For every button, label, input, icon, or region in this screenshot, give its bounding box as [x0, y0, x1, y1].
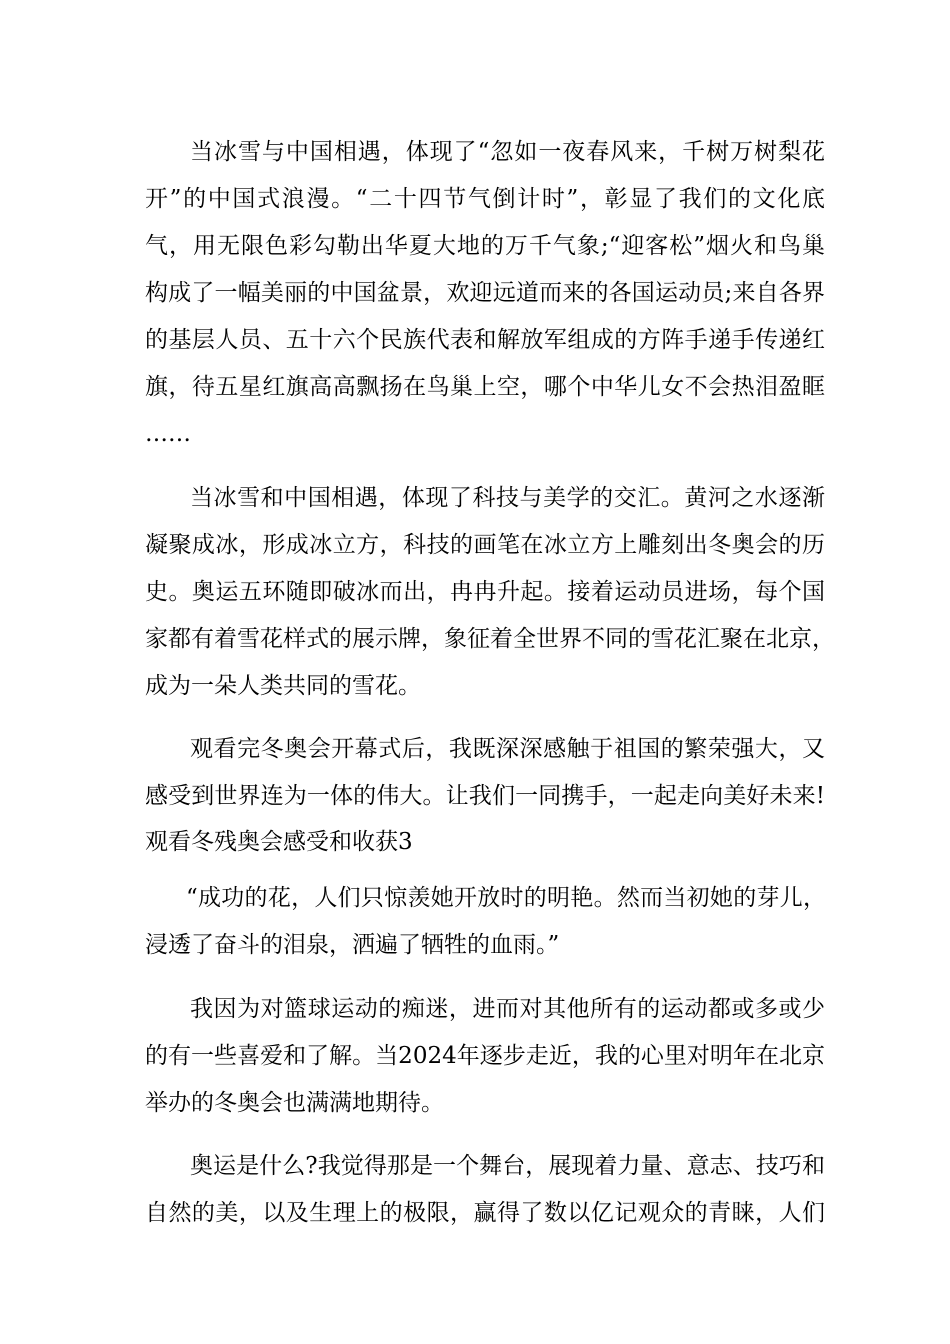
text-line: 当冰雪和中国相遇，体现了科技与美学的交汇。黄河之水逐渐	[190, 485, 825, 511]
text-line: 浸透了奋斗的泪泉，洒遍了牺牲的血雨。”	[145, 932, 560, 958]
text-line: 构成了一幅美丽的中国盆景，欢迎远道而来的各国运动员;来自各界	[145, 280, 825, 306]
text-line: 开”的中国式浪漫。“二十四节气倒计时”，彰显了我们的文化底	[145, 186, 825, 212]
text-line: 奥运是什么?我觉得那是一个舞台，展现着力量、意志、技巧和	[190, 1153, 825, 1179]
text-line: 史。奥运五环随即破冰而出，冉冉升起。接着运动员进场，每个国	[145, 579, 825, 605]
text-line: 感受到世界连为一体的伟大。让我们一同携手，一起走向美好未来!	[145, 783, 825, 809]
text-line: 凝聚成冰，形成冰立方，科技的画笔在冰立方上雕刻出冬奥会的历	[145, 532, 825, 558]
text-line: 举办的冬奥会也满满地期待。	[145, 1090, 444, 1116]
text-line: 旗，待五星红旗高高飘扬在鸟巢上空，哪个中华儿女不会热泪盈眶	[145, 374, 825, 400]
text-line: “成功的花，人们只惊羡她开放时的明艳。然而当初她的芽儿，	[186, 885, 826, 911]
text-line: 气，用无限色彩勾勒出华夏大地的万千气象;“迎客松”烟火和鸟巢	[145, 233, 825, 259]
text-line: 成为一朵人类共同的雪花。	[145, 673, 421, 699]
text-line: 的基层人员、五十六个民族代表和解放军组成的方阵手递手传递红	[145, 327, 825, 353]
text-line: 家都有着雪花样式的展示牌，象征着全世界不同的雪花汇聚在北京，	[145, 626, 835, 652]
text-line: 当冰雪与中国相遇，体现了“忽如一夜春风来，千树万树梨花	[190, 139, 825, 165]
text-line: 的有一些喜爱和了解。当2024年逐步走近，我的心里对明年在北京	[145, 1043, 825, 1069]
text-line: 自然的美，以及生理上的极限，赢得了数以亿记观众的青睐，人们	[145, 1200, 825, 1226]
text-line: ……	[145, 421, 191, 447]
heading-line: 观看冬残奥会感受和收获3	[145, 829, 413, 855]
text-line: 我因为对篮球运动的痴迷，进而对其他所有的运动都或多或少	[190, 996, 825, 1022]
text-line: 观看完冬奥会开幕式后，我既深深感触于祖国的繁荣强大，又	[190, 736, 825, 762]
